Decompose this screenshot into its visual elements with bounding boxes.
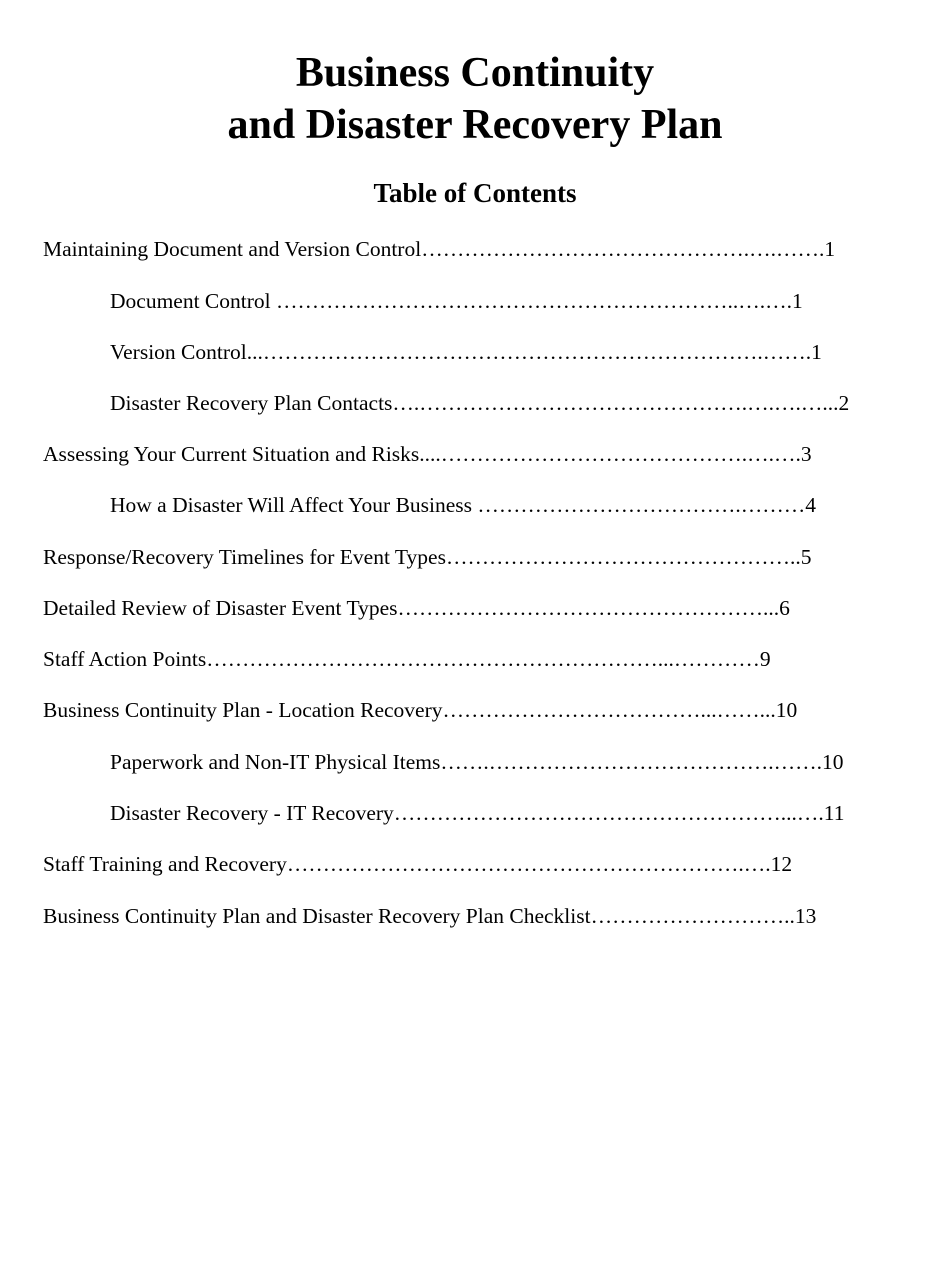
toc-entry-assessing-situation-risks: Assessing Your Current Situation and Risks....…………………………………….….….3 xyxy=(43,442,812,466)
toc-entry-paperwork-non-it-items: Paperwork and Non-IT Physical Items…….………………………………….…….10 xyxy=(110,750,844,774)
toc-entry-version-control: Version Control...…………………………………………………………….…….1 xyxy=(110,340,822,364)
toc-entry-document-control: Document Control ………………………………………………………..….….1 xyxy=(110,289,803,313)
toc-entry-dr-it-recovery: Disaster Recovery - IT Recovery………………………………………………...….11 xyxy=(110,801,845,825)
toc-heading: Table of Contents xyxy=(373,178,577,208)
title-line-1: Business Continuity xyxy=(295,50,655,96)
toc-entry-maintaining-document-version-control: Maintaining Document and Version Control……………………………………….….…….1 xyxy=(43,237,836,261)
toc-entry-drp-contacts: Disaster Recovery Plan Contacts….……………………………………….….….…...2 xyxy=(110,391,850,415)
title-line-2: and Disaster Recovery Plan xyxy=(227,102,723,148)
toc-entry-bcp-location-recovery: Business Continuity Plan - Location Recovery………………………………...……...10 xyxy=(43,698,798,722)
toc-entry-disaster-affect-business: How a Disaster Will Affect Your Business ……………………………….………4 xyxy=(110,493,817,517)
toc-entry-detailed-review-event-types: Detailed Review of Disaster Event Types……………………………………………...6 xyxy=(43,596,790,620)
toc-entry-staff-training-recovery: Staff Training and Recovery……………………………………………………….….12 xyxy=(43,852,793,876)
toc-entry-bcp-drp-checklist: Business Continuity Plan and Disaster Recovery Plan Checklist………………………..13 xyxy=(43,904,817,928)
toc-entry-response-recovery-timelines: Response/Recovery Timelines for Event Types…………………………………………..5 xyxy=(43,545,812,569)
toc-entry-staff-action-points: Staff Action Points………………………………………………………...…………9 xyxy=(43,647,771,671)
